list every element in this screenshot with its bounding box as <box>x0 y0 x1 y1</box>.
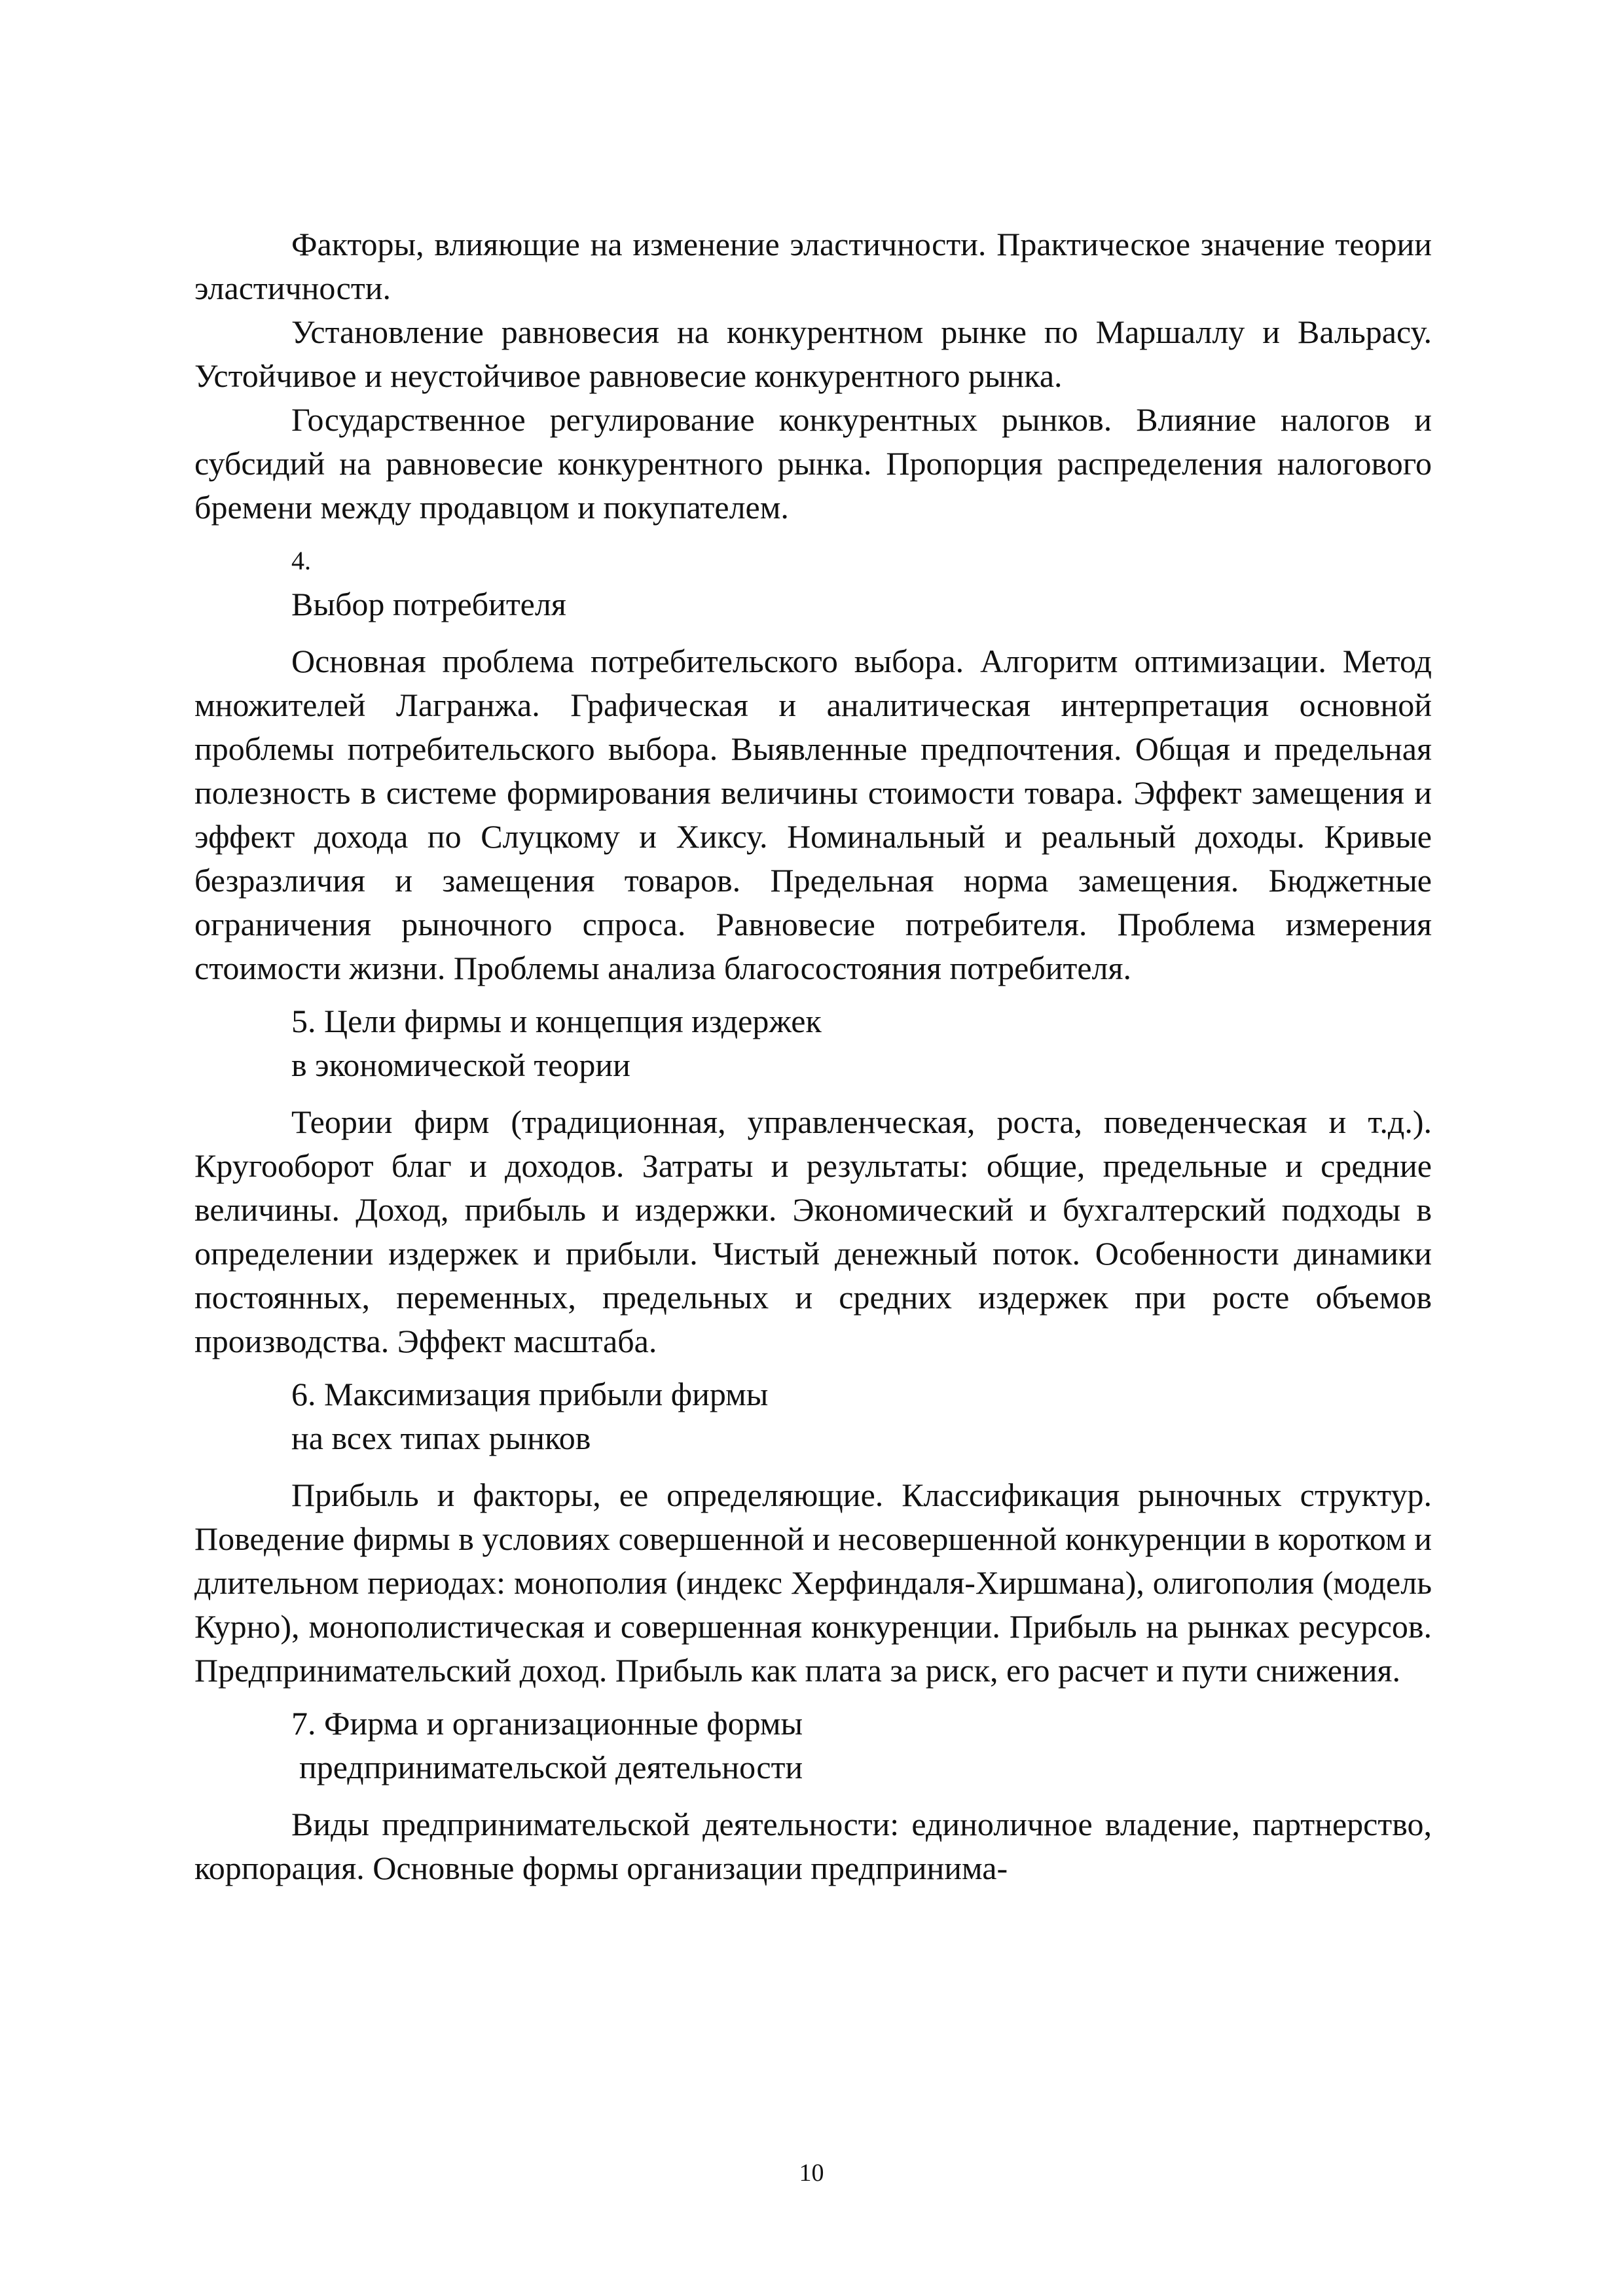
section-6-heading <box>194 1372 1432 1460</box>
section-7-title-line1: 7. Фирма и организационные формы <box>291 1705 803 1742</box>
section-7-title-line2: предпринимательской деятельности <box>299 1749 803 1785</box>
section-7-heading <box>194 1702 1432 1789</box>
section-4-number: 4. <box>291 546 311 575</box>
section-4-text: Основная проблема потребительского выбора. Алгоритм оптимизации. Метод множителей Лагранжа. Графическая и аналитическая интерпретация основной проблемы потребительского выбора. Выявленные предпочтения. Общая и предельная полезность в системе формирования величины стоимости товара. Эффект замещения и эффект дохода по Слуцкому и Хиксу. Номинальный и реальный доходы. Кривые безразличия и замещения товаров. Предельная норма замещения. Бюджетные ограничения рыночного спроса. Равновесие потребителя. Проблема измерения стоимости жизни. Проблемы анализа благосостояния потребителя. <box>194 643 1432 986</box>
paragraph-elasticity-factors: Факторы, влияющие на изменение эластичности. Практическое значение теории эластичности. <box>194 226 1432 306</box>
section-6-title-line2: на всех типах рынков <box>291 1420 591 1456</box>
section-6-title-line1: 6. Максимизация прибыли фирмы <box>291 1376 769 1412</box>
page-body <box>194 223 1432 1890</box>
paragraph-state-regulation: Государственное регулирование конкурентных рынков. Влияние налогов и субсидий на равновесие конкурентного рынка. Пропорция распределения налогового бремени между продавцом и покупателем. <box>194 401 1432 526</box>
section-7-text: Виды предпринимательской деятельности: единоличное владение, партнерство, корпорация. Основные формы организации предпринима- <box>194 1806 1432 1886</box>
paragraph-market-equilibrium: Установление равновесия на конкурентном рынке по Маршаллу и Вальрасу. Устойчивое и неустойчивое равновесие конкурентного рынка. <box>194 314 1432 394</box>
page-number: 10 <box>799 2159 824 2187</box>
section-5-title-line1: 5. Цели фирмы и концепция издержек <box>291 1003 822 1039</box>
section-5-text: Теории фирм (традиционная, управленческая, роста, поведенческая и т.д.). Кругооборот благ и доходов. Затраты и результаты: общие, предельные и средние величины. Доход, прибыль и издержки. Экономический и бухгалтерский подходы в определении издержек и прибыли. Чистый денежный поток. Особенности динамики постоянных, переменных, предельных и средних издержек при росте объемов производства. Эффект масштаба. <box>194 1103 1432 1359</box>
section-5-heading <box>194 999 1432 1087</box>
section-6-text: Прибыль и факторы, ее определяющие. Классификация рыночных структур. Поведение фирмы в условиях совершенной и несовершенной конкуренции в коротком и длительном периодах: монополия (индекс Херфиндаля-Хиршмана), олигополия (модель Курно), монополистическая и совершенная конкуренции. Прибыль на рынках ресурсов. Предпринимательский доход. Прибыль как плата за риск, его расчет и пути снижения. <box>194 1477 1432 1689</box>
section-4-title: Выбор потребителя <box>291 586 566 622</box>
section-5-title-line2: в экономической теории <box>291 1047 630 1083</box>
section-4-heading <box>194 539 1432 626</box>
